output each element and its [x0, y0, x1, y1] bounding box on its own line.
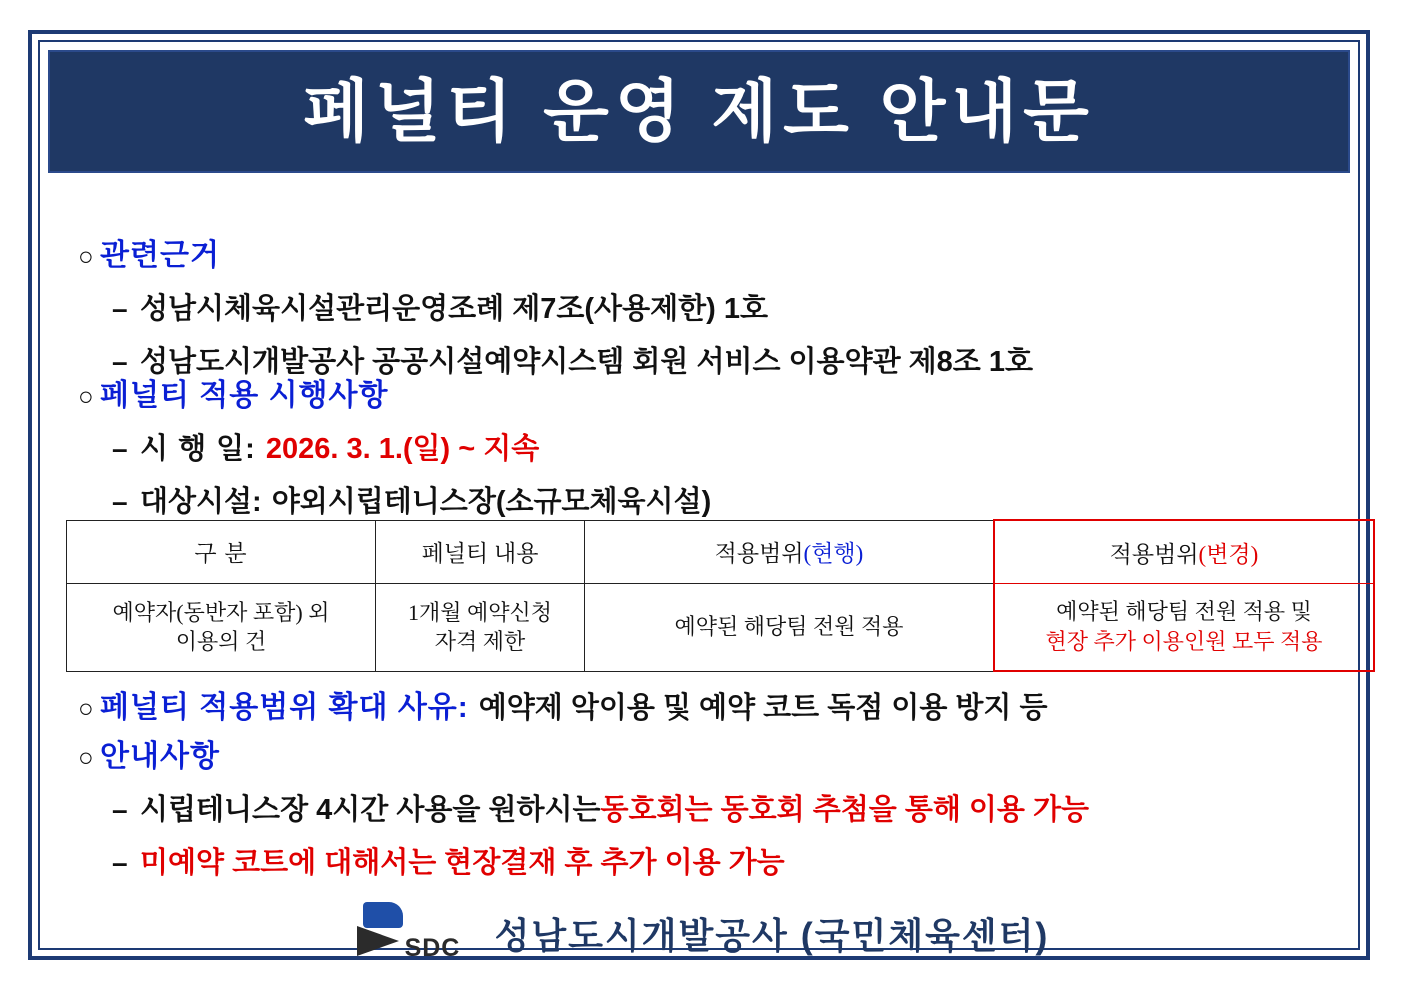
notice-item-1-row	[112, 787, 1089, 828]
penalty-table	[66, 519, 1375, 672]
enforcement-date-value: 2026. 3. 1.(일) ~ 지속	[265, 433, 540, 465]
dash-bullet-icon: –	[112, 433, 128, 464]
circle-bullet-icon: ○	[78, 241, 94, 271]
table-header-row	[67, 520, 1375, 584]
poster-body	[48, 182, 1350, 962]
enforcement-heading: 페널티 적용 시행사항	[100, 379, 389, 412]
section-notice	[78, 731, 1089, 881]
table-header-scope-changed-tag: (변경)	[1198, 541, 1259, 567]
enforcement-date-row	[112, 426, 711, 467]
section-reason	[78, 682, 1048, 726]
circle-bullet-icon: ○	[78, 381, 94, 411]
notice-heading-row	[78, 731, 1089, 775]
table-header-content-text: 페널티 내용	[421, 541, 539, 567]
table-cell-scope-changed-line2: 현장 추가 이용인원 모두 적용	[1045, 629, 1323, 654]
reason-text: 예약제 악이용 및 예약 코트 독점 이용 방지 등	[478, 692, 1048, 724]
notice-item-1-red: 동호회는 동호회 추첨을 통해 이용 가능	[600, 794, 1090, 826]
logo-blue-shape	[363, 902, 403, 928]
dash-bullet-icon: –	[112, 794, 128, 825]
basis-item-1: 성남시체육시설관리운영조례 제7조(사용제한) 1호	[140, 293, 768, 325]
section-enforcement	[78, 370, 711, 520]
organization-name: 성남도시개발공사 (국민체육센터)	[494, 914, 1050, 956]
notice-item-2-row	[112, 840, 1089, 881]
table-cell-scope-current: 예약된 해당팀 전원 적용	[585, 584, 995, 672]
table-cell-division-line1: 예약자(동반자 포함) 외	[112, 599, 330, 625]
page-title: 페널티 운영 제도 안내문	[303, 73, 1095, 150]
table-header-scope-changed-text: 적용범위	[1109, 541, 1199, 567]
dash-bullet-icon: –	[112, 486, 128, 517]
circle-bullet-icon: ○	[78, 742, 94, 772]
logo-dark-arrow	[357, 926, 399, 956]
basis-item-1-row	[112, 286, 1033, 327]
poster-inner-frame	[38, 40, 1360, 962]
basis-heading-row	[78, 230, 1033, 274]
footer	[48, 900, 1350, 966]
title-banner	[48, 50, 1350, 173]
basis-heading: 관련근거	[100, 239, 220, 272]
penalty-table-wrap	[66, 519, 1336, 672]
enforcement-facility-row	[112, 479, 711, 520]
logo-text: SDC	[404, 934, 461, 962]
reason-row	[78, 682, 1048, 726]
table-cell-content-line1: 1개월 예약신청	[407, 599, 552, 625]
notice-item-2-red: 미예약 코트에 대해서는 현장결재 후 추가 이용 가능	[140, 847, 785, 879]
table-header-cell-scope-changed	[994, 520, 1374, 584]
table-header-cell-scope-current	[585, 520, 995, 584]
notice-heading: 안내사항	[100, 740, 220, 773]
table-header-division-text: 구 분	[194, 541, 248, 567]
dash-bullet-icon: –	[112, 847, 128, 878]
table-cell-scope-changed	[994, 584, 1374, 672]
table-cell-division-line2: 이용의 건	[175, 629, 267, 655]
reason-heading: 페널티 적용범위 확대 사유:	[100, 691, 469, 724]
enforcement-facility-label: 대상시설:	[140, 486, 262, 518]
table-cell-division	[67, 584, 376, 672]
enforcement-heading-row	[78, 370, 711, 414]
enforcement-facility-value: 야외시립테니스장(소규모체육시설)	[271, 486, 712, 518]
circle-bullet-icon: ○	[78, 693, 94, 723]
table-cell-content-line2: 자격 제한	[434, 629, 526, 655]
enforcement-date-label: 시 행 일:	[140, 433, 256, 465]
notice-item-1-black: 시립테니스장 4시간 사용을 원하시는	[140, 794, 601, 826]
dash-bullet-icon: –	[112, 346, 128, 377]
table-cell-content	[376, 584, 585, 672]
table-cell-scope-changed-line1: 예약된 해당팀 전원 적용 및	[1056, 599, 1312, 625]
table-header-cell-content	[376, 520, 585, 584]
basis-item-2: 성남도시개발공사 공공시설예약시스템 회원 서비스 이용약관 제8조 1호	[140, 346, 1034, 378]
section-basis	[78, 230, 1033, 380]
dash-bullet-icon: –	[112, 293, 128, 324]
poster-frame	[28, 30, 1370, 960]
table-header-cell-division	[67, 520, 376, 584]
table-header-scope-current-text: 적용범위	[714, 541, 804, 567]
table-row	[67, 584, 1375, 672]
sdc-logo-icon	[349, 900, 461, 966]
table-header-scope-current-tag: (현행)	[803, 541, 864, 567]
